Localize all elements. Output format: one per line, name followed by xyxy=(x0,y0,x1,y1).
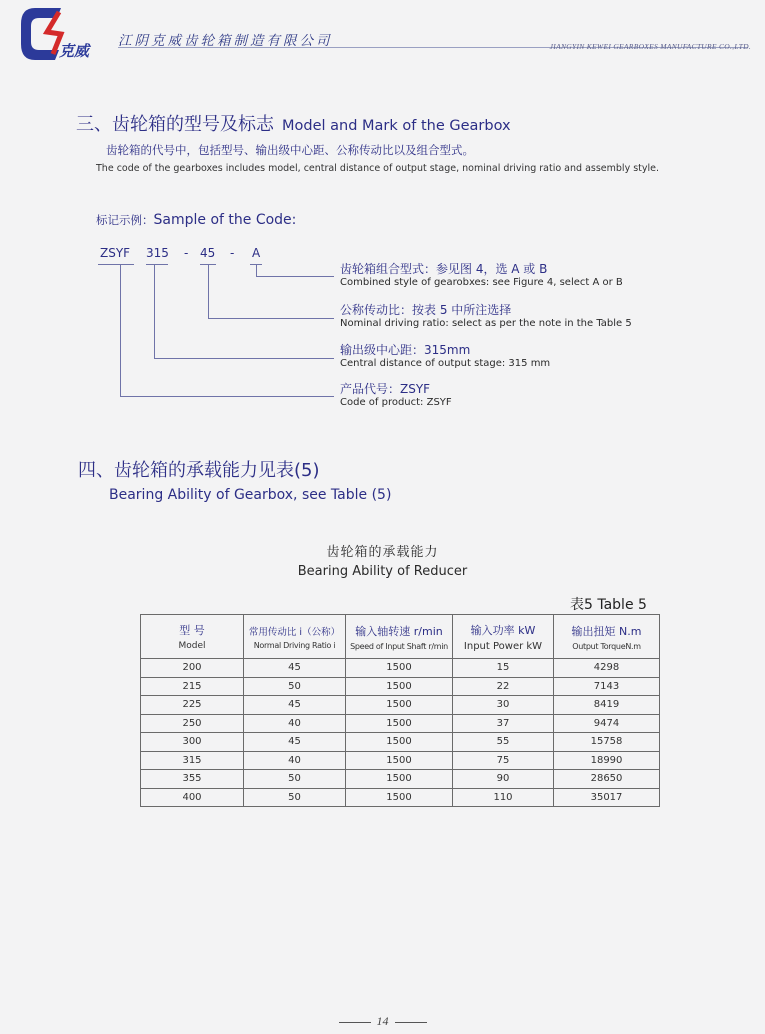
table-cell: 22 xyxy=(453,677,554,696)
explanation-en: Central distance of output stage: 315 mm xyxy=(340,358,551,369)
explanation-ratio xyxy=(340,301,632,329)
table-cell: 18990 xyxy=(554,751,660,770)
table-row xyxy=(141,714,660,733)
section3-title-en: Model and Mark of the Gearbox xyxy=(282,118,511,134)
page-number xyxy=(0,1014,765,1029)
leader-product xyxy=(120,264,121,396)
table-cell: 45 xyxy=(244,696,346,715)
code-separator: - xyxy=(230,246,235,260)
section3-title xyxy=(76,110,511,136)
table-cell: 35017 xyxy=(554,788,660,807)
company-name-en: JIANGYIN KEWEI GEARBOXES MANUFACTURE CO.,LTD. xyxy=(549,42,751,51)
table-cell: 1500 xyxy=(346,659,453,678)
header-en: Input Power kW xyxy=(463,640,543,652)
section3-description-cn: 齿轮箱的代号中，包括型号、输出级中心距、公称传动比以及组合型式。 xyxy=(106,143,474,157)
section4-title: 四、齿轮箱的承载能力见表(5) xyxy=(78,460,320,481)
header-en: Speed of Input Shaft r/min xyxy=(350,641,448,651)
table-cell: 200 xyxy=(141,659,244,678)
table-cell: 1500 xyxy=(346,751,453,770)
table-cell: 1500 xyxy=(346,696,453,715)
table-cell: 90 xyxy=(453,770,554,789)
leader-ratio xyxy=(208,264,209,318)
code-separator: - xyxy=(184,246,189,260)
table-cell: 4298 xyxy=(554,659,660,678)
header-cn: 型 号 xyxy=(179,624,205,637)
table-cell: 40 xyxy=(244,714,346,733)
table-title-cn: 齿轮箱的承载能力 xyxy=(326,545,439,560)
table-cell: 45 xyxy=(244,659,346,678)
header-speed xyxy=(346,615,453,659)
sample-code-title xyxy=(96,212,296,228)
header-cn: 输入功率 kW xyxy=(470,623,536,637)
company-logo xyxy=(15,6,107,62)
table-row xyxy=(141,659,660,678)
table-cell: 75 xyxy=(453,751,554,770)
page-number-dash xyxy=(339,1022,371,1023)
table-row xyxy=(141,770,660,789)
table-cell: 37 xyxy=(453,714,554,733)
company-name-cn: 江阴克威齿轮箱制造有限公司 xyxy=(118,33,333,49)
table-cell: 315 xyxy=(141,751,244,770)
explanation-cn: 齿轮箱组合型式：参见图 4，选 A 或 B xyxy=(340,262,548,276)
section3-description-en: The code of the gearboxes includes model, central distance of output stage, nominal driving ratio and assembly style. xyxy=(96,163,660,174)
code-distance: 315 xyxy=(146,246,169,260)
underline-distance xyxy=(146,264,168,265)
table-cell: 45 xyxy=(244,733,346,752)
header-cn: 输出扭矩 N.m xyxy=(571,624,642,638)
explanation-en: Code of product: ZSYF xyxy=(340,397,452,408)
table-row xyxy=(141,677,660,696)
table-cell: 1500 xyxy=(346,677,453,696)
sample-code-title-en: Sample of the Code: xyxy=(153,212,297,228)
header-power xyxy=(453,615,554,659)
table-cell: 1500 xyxy=(346,770,453,789)
header-en: Normal Driving Ratio i xyxy=(253,640,336,650)
table-cell: 40 xyxy=(244,751,346,770)
explanation-cn: 输出级中心距：315mm xyxy=(340,343,471,357)
explanation-distance xyxy=(340,341,550,369)
leader-ratio xyxy=(208,318,334,319)
table-cell: 9474 xyxy=(554,714,660,733)
table-body xyxy=(141,659,660,807)
leader-product xyxy=(120,396,334,397)
table-cell: 300 xyxy=(141,733,244,752)
explanation-cn: 产品代号：ZSYF xyxy=(340,382,431,396)
table-number: 表5 Table 5 xyxy=(570,597,647,613)
table-cell: 1500 xyxy=(346,733,453,752)
code-diagram xyxy=(96,244,696,424)
table-cell: 8419 xyxy=(554,696,660,715)
header-cn: 输入轴转速 r/min xyxy=(355,624,443,638)
leader-distance xyxy=(154,358,334,359)
explanation-product xyxy=(340,380,452,408)
table-cell: 50 xyxy=(244,770,346,789)
header-torque xyxy=(554,615,660,659)
table-cell: 50 xyxy=(244,788,346,807)
table-cell: 250 xyxy=(141,714,244,733)
header-cn: 常用传动比 i（公称） xyxy=(248,626,341,638)
code-product: ZSYF xyxy=(100,246,131,260)
table-title-en: Bearing Ability of Reducer xyxy=(297,564,468,579)
table-cell: 28650 xyxy=(554,770,660,789)
page-number-value: 14 xyxy=(376,1014,389,1028)
explanation-en: Nominal driving ratio: select as per the note in the Table 5 xyxy=(340,318,632,329)
table-cell: 1500 xyxy=(346,788,453,807)
table-header-row xyxy=(141,615,660,659)
code-ratio: 45 xyxy=(200,246,216,260)
section4-subtitle: Bearing Ability of Gearbox, see Table (5) xyxy=(109,487,392,503)
header-ratio xyxy=(244,615,346,659)
page-number-dash xyxy=(395,1022,427,1023)
underline-product xyxy=(98,264,134,265)
header-model xyxy=(141,615,244,659)
table-cell: 7143 xyxy=(554,677,660,696)
bearing-ability-table xyxy=(140,614,660,807)
code-style: A xyxy=(252,246,261,260)
table-cell: 215 xyxy=(141,677,244,696)
explanation-style xyxy=(340,260,623,288)
table-row xyxy=(141,733,660,752)
header-en: Model xyxy=(178,641,206,651)
table-cell: 50 xyxy=(244,677,346,696)
leader-style xyxy=(256,276,334,277)
table-cell: 1500 xyxy=(346,714,453,733)
table-row xyxy=(141,788,660,807)
table-cell: 55 xyxy=(453,733,554,752)
table-cell: 400 xyxy=(141,788,244,807)
table-cell: 355 xyxy=(141,770,244,789)
section3-title-cn: 三、齿轮箱的型号及标志 xyxy=(76,114,274,135)
table-cell: 225 xyxy=(141,696,244,715)
table-cell: 15 xyxy=(453,659,554,678)
table-row xyxy=(141,696,660,715)
table-cell: 15758 xyxy=(554,733,660,752)
leader-style xyxy=(256,264,257,276)
table-cell: 30 xyxy=(453,696,554,715)
explanation-en: Combined style of gearobxes: see Figure 4, select A or B xyxy=(340,277,623,288)
table-row xyxy=(141,751,660,770)
explanation-cn: 公称传动比：按表 5 中所注选择 xyxy=(340,303,512,317)
logo-text: 克威 xyxy=(59,42,90,60)
leader-distance xyxy=(154,264,155,358)
sample-code-title-cn: 标记示例： xyxy=(96,213,154,227)
table-cell: 110 xyxy=(453,788,554,807)
header-en: Output TorqueN.m xyxy=(572,641,641,651)
